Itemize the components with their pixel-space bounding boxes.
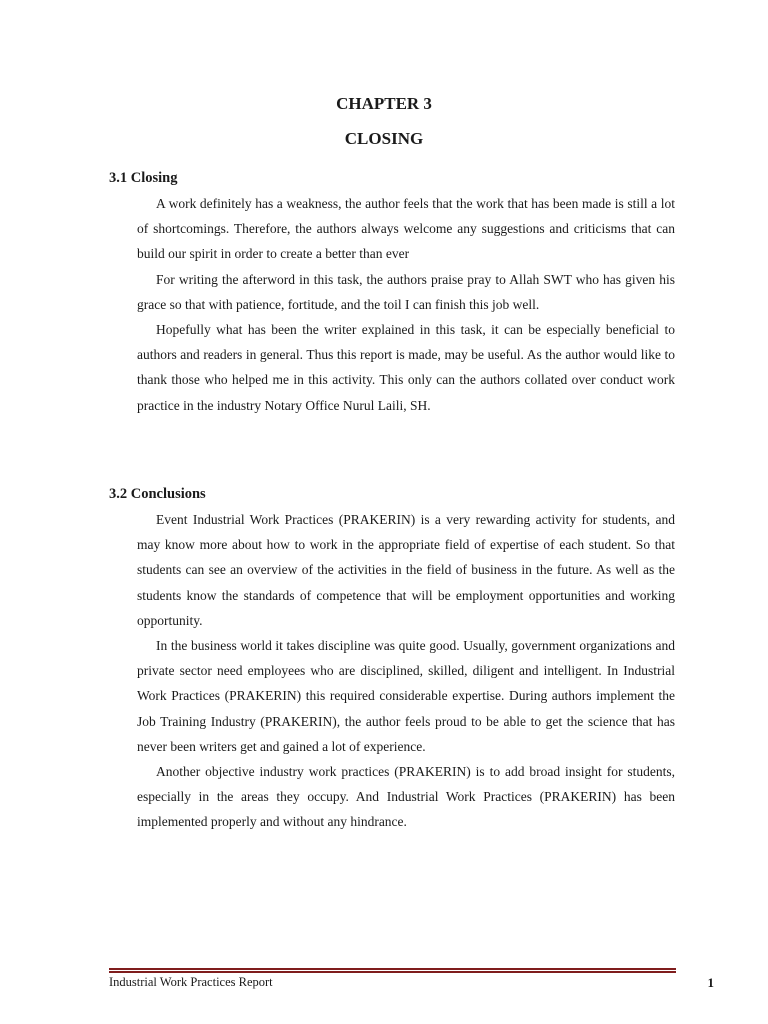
paragraph: Hopefully what has been the writer explained in this task, it can be especially beneficial to authors and readers in general. Thus this report is made, may be useful. As the author would like to thank those who helped me in this activity. This only can the authors collated over conduct work practice in the industry Notary Office Nurul Laili, SH.: [137, 322, 675, 413]
paragraph: Another objective industry work practices (PRAKERIN) is to add broad insight for students, especially in the areas they occupy. And Industrial Work Practices (PRAKERIN) has been implemented properly and without any hindrance.: [137, 764, 675, 830]
section-body-closing: [137, 191, 675, 418]
chapter-title-block: [0, 86, 768, 156]
section-heading-conclusions: 3.2 Conclusions: [109, 486, 206, 502]
footer-rule-line-top: [109, 968, 676, 970]
chapter-name: CLOSING: [344, 129, 424, 148]
section-body-conclusions: [137, 507, 675, 835]
paragraph: In the business world it takes discipline was quite good. Usually, government organizations and private sector need employees who are disciplined, skilled, diligent and intelligent. In Industrial Work Practices (PRAKERIN) this required considerable expertise. During authors implement the Job Training Industry (PRAKERIN), the author feels proud to be able to get the science that has never been writers get and gained a lot of experience.: [137, 638, 675, 754]
paragraph: A work definitely has a weakness, the author feels that the work that has been made is still a lot of shortcomings. Therefore, the authors always welcome any suggestions and criticisms that can build our spirit in order to create a better than ever: [137, 196, 675, 262]
footer-report-title: Industrial Work Practices Report: [109, 975, 273, 989]
paragraph: For writing the afterword in this task, the authors praise pray to Allah SWT who has given his grace so that with patience, fortitude, and the toil I can finish this job well.: [137, 271, 675, 312]
footer-rule-line-bottom: [109, 971, 676, 973]
footer-rule: [109, 968, 676, 973]
chapter-number: CHAPTER 3: [336, 94, 432, 113]
section-heading-closing: 3.1 Closing: [109, 170, 178, 186]
page-number: 1: [707, 975, 714, 990]
paragraph: Event Industrial Work Practices (PRAKERIN) is a very rewarding activity for students, and may know more about how to work in the appropriate field of expertise of each student. So that students can see an overview of the activities in the field of business in the future. As well as the students know the standards of competence that will be employment opportunities and working opportunity.: [137, 512, 675, 628]
